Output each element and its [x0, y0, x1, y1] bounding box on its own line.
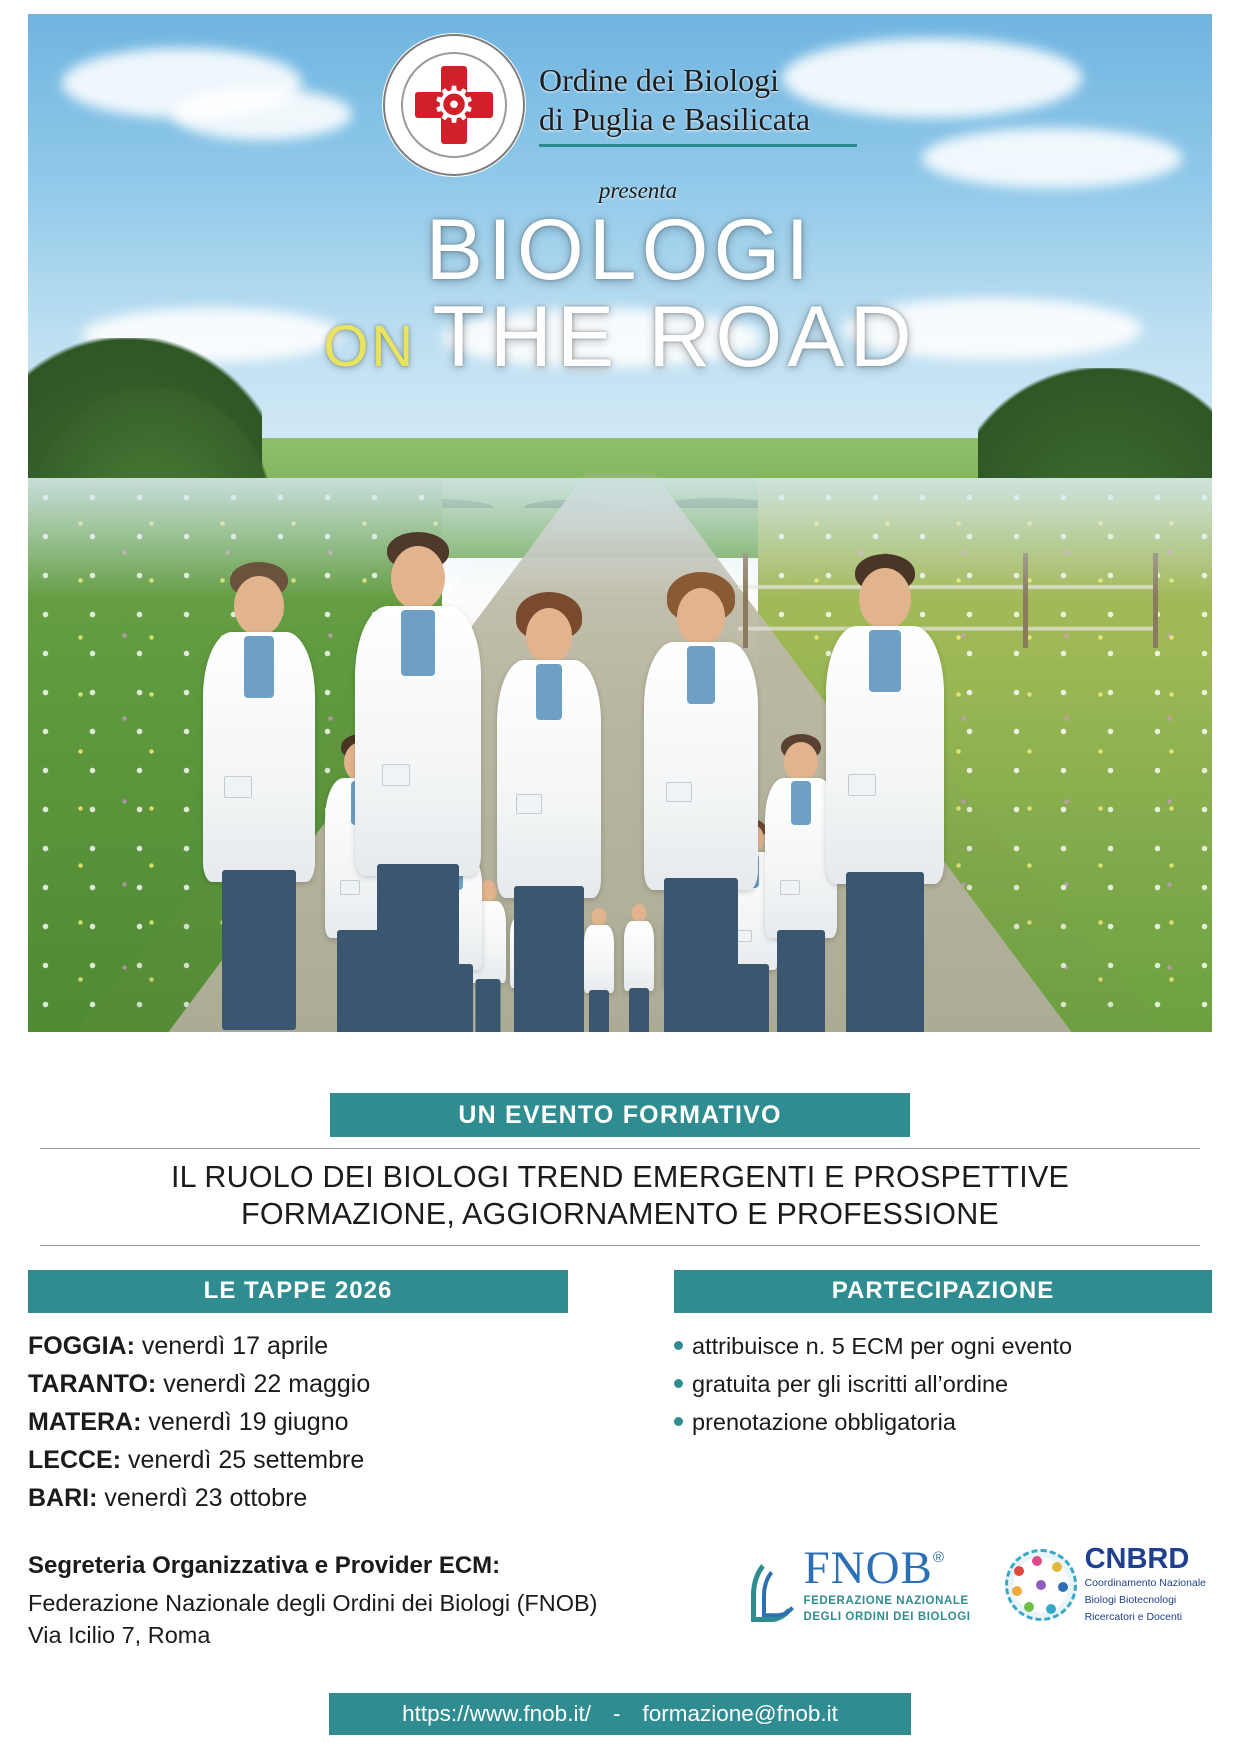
organization-name-line2: di Puglia e Basilicata	[539, 101, 811, 137]
bullet-dot-icon	[674, 1341, 683, 1350]
stage-city: BARI:	[28, 1484, 98, 1512]
cnbrd-circle-icon	[1005, 1549, 1077, 1621]
stage-city: TARANTO:	[28, 1370, 157, 1398]
bullet-dot-icon	[674, 1417, 683, 1426]
stage-city: LECCE:	[28, 1446, 122, 1474]
stage-date: venerdì 17 aprile	[141, 1332, 329, 1360]
cnbrd-subtitle-3: Ricercatori e Docenti	[1084, 1610, 1183, 1623]
stage-item	[28, 1403, 628, 1441]
fnob-subtitle-2: DEGLI ORDINI DEI BIOLOGI	[803, 1611, 971, 1624]
event-subtitle	[40, 1148, 1200, 1246]
email-link[interactable]: formazione@fnob.it	[642, 1701, 838, 1726]
stage-item	[28, 1365, 628, 1403]
stage-city: MATERA:	[28, 1408, 142, 1436]
stage-date: venerdì 19 giugno	[148, 1408, 349, 1436]
organizer-block	[28, 1552, 688, 1651]
presenta-label: presenta	[598, 178, 678, 203]
fnob-name: FNOB	[803, 1542, 933, 1594]
cnbrd-logo	[1005, 1545, 1206, 1624]
participation-item	[674, 1403, 1212, 1441]
crowd-of-biologists	[22, 508, 1218, 1038]
fnob-leaf-icon	[751, 1554, 797, 1616]
partner-logos	[751, 1542, 1206, 1625]
participation-item-text: attribuisce n. 5 ECM per ogni evento	[692, 1333, 1073, 1359]
subtitle-line-1: IL RUOLO DEI BIOLOGI TREND EMERGENTI E PROSPETTIVE	[170, 1160, 1070, 1194]
event-type-banner: UN EVENTO FORMATIVO	[330, 1093, 910, 1137]
organizer-line-2: Via Icilio 7, Roma	[28, 1621, 211, 1648]
stage-item	[28, 1479, 628, 1517]
ordine-biologi-seal-icon: ⚙	[383, 34, 525, 176]
cnbrd-name: CNBRD	[1084, 1543, 1190, 1576]
teal-divider	[539, 144, 857, 147]
cnbrd-subtitle-1: Coordinamento Nazionale	[1084, 1577, 1206, 1590]
participation-column	[674, 1270, 1212, 1517]
fnob-subtitle-1: FEDERAZIONE NAZIONALE	[803, 1595, 969, 1607]
organization-logo-row	[383, 34, 857, 176]
poster-title-on: ON	[323, 313, 417, 379]
participation-heading: PARTECIPAZIONE	[674, 1270, 1212, 1313]
organizer-line-1: Federazione Nazionale degli Ordini dei Biologi (FNOB)	[28, 1590, 598, 1616]
poster-title-line1: BIOLOGI	[425, 202, 815, 298]
separator: -	[612, 1701, 621, 1726]
info-columns	[28, 1270, 1212, 1517]
subtitle-line-2: FORMAZIONE, AGGIORNAMENTO E PROFESSIONE	[241, 1197, 999, 1232]
participation-item-text: gratuita per gli iscritti all’ordine	[692, 1371, 1009, 1398]
stage-item	[28, 1441, 628, 1479]
stages-heading: LE TAPPE 2026	[28, 1270, 568, 1313]
organization-name-line1: Ordine dei Biologi	[539, 61, 779, 98]
website-link[interactable]: https://www.fnob.it/	[402, 1701, 591, 1726]
poster-header	[0, 34, 1240, 387]
stage-item	[28, 1327, 628, 1365]
participation-item	[674, 1327, 1212, 1365]
fnob-registered-mark: ®	[932, 1549, 944, 1566]
participation-item-text: prenotazione obbligatoria	[692, 1409, 956, 1436]
participation-list	[674, 1327, 1212, 1441]
bullet-dot-icon	[674, 1379, 683, 1388]
stages-column	[28, 1270, 628, 1517]
stage-date: venerdì 25 settembre	[128, 1446, 365, 1474]
stage-date: venerdì 22 maggio	[163, 1370, 371, 1398]
organizer-title: Segreteria Organizzativa e Provider ECM:	[28, 1552, 501, 1579]
poster-title-road: THE ROAD	[432, 288, 917, 385]
stages-list	[28, 1327, 628, 1517]
contact-bar	[329, 1693, 911, 1735]
fnob-logo	[751, 1542, 971, 1625]
stage-date: venerdì 23 ottobre	[104, 1484, 308, 1512]
stage-city: FOGGIA:	[28, 1332, 135, 1360]
participation-item	[674, 1365, 1212, 1403]
cnbrd-subtitle-2: Biologi Biotecnologi	[1084, 1594, 1177, 1607]
